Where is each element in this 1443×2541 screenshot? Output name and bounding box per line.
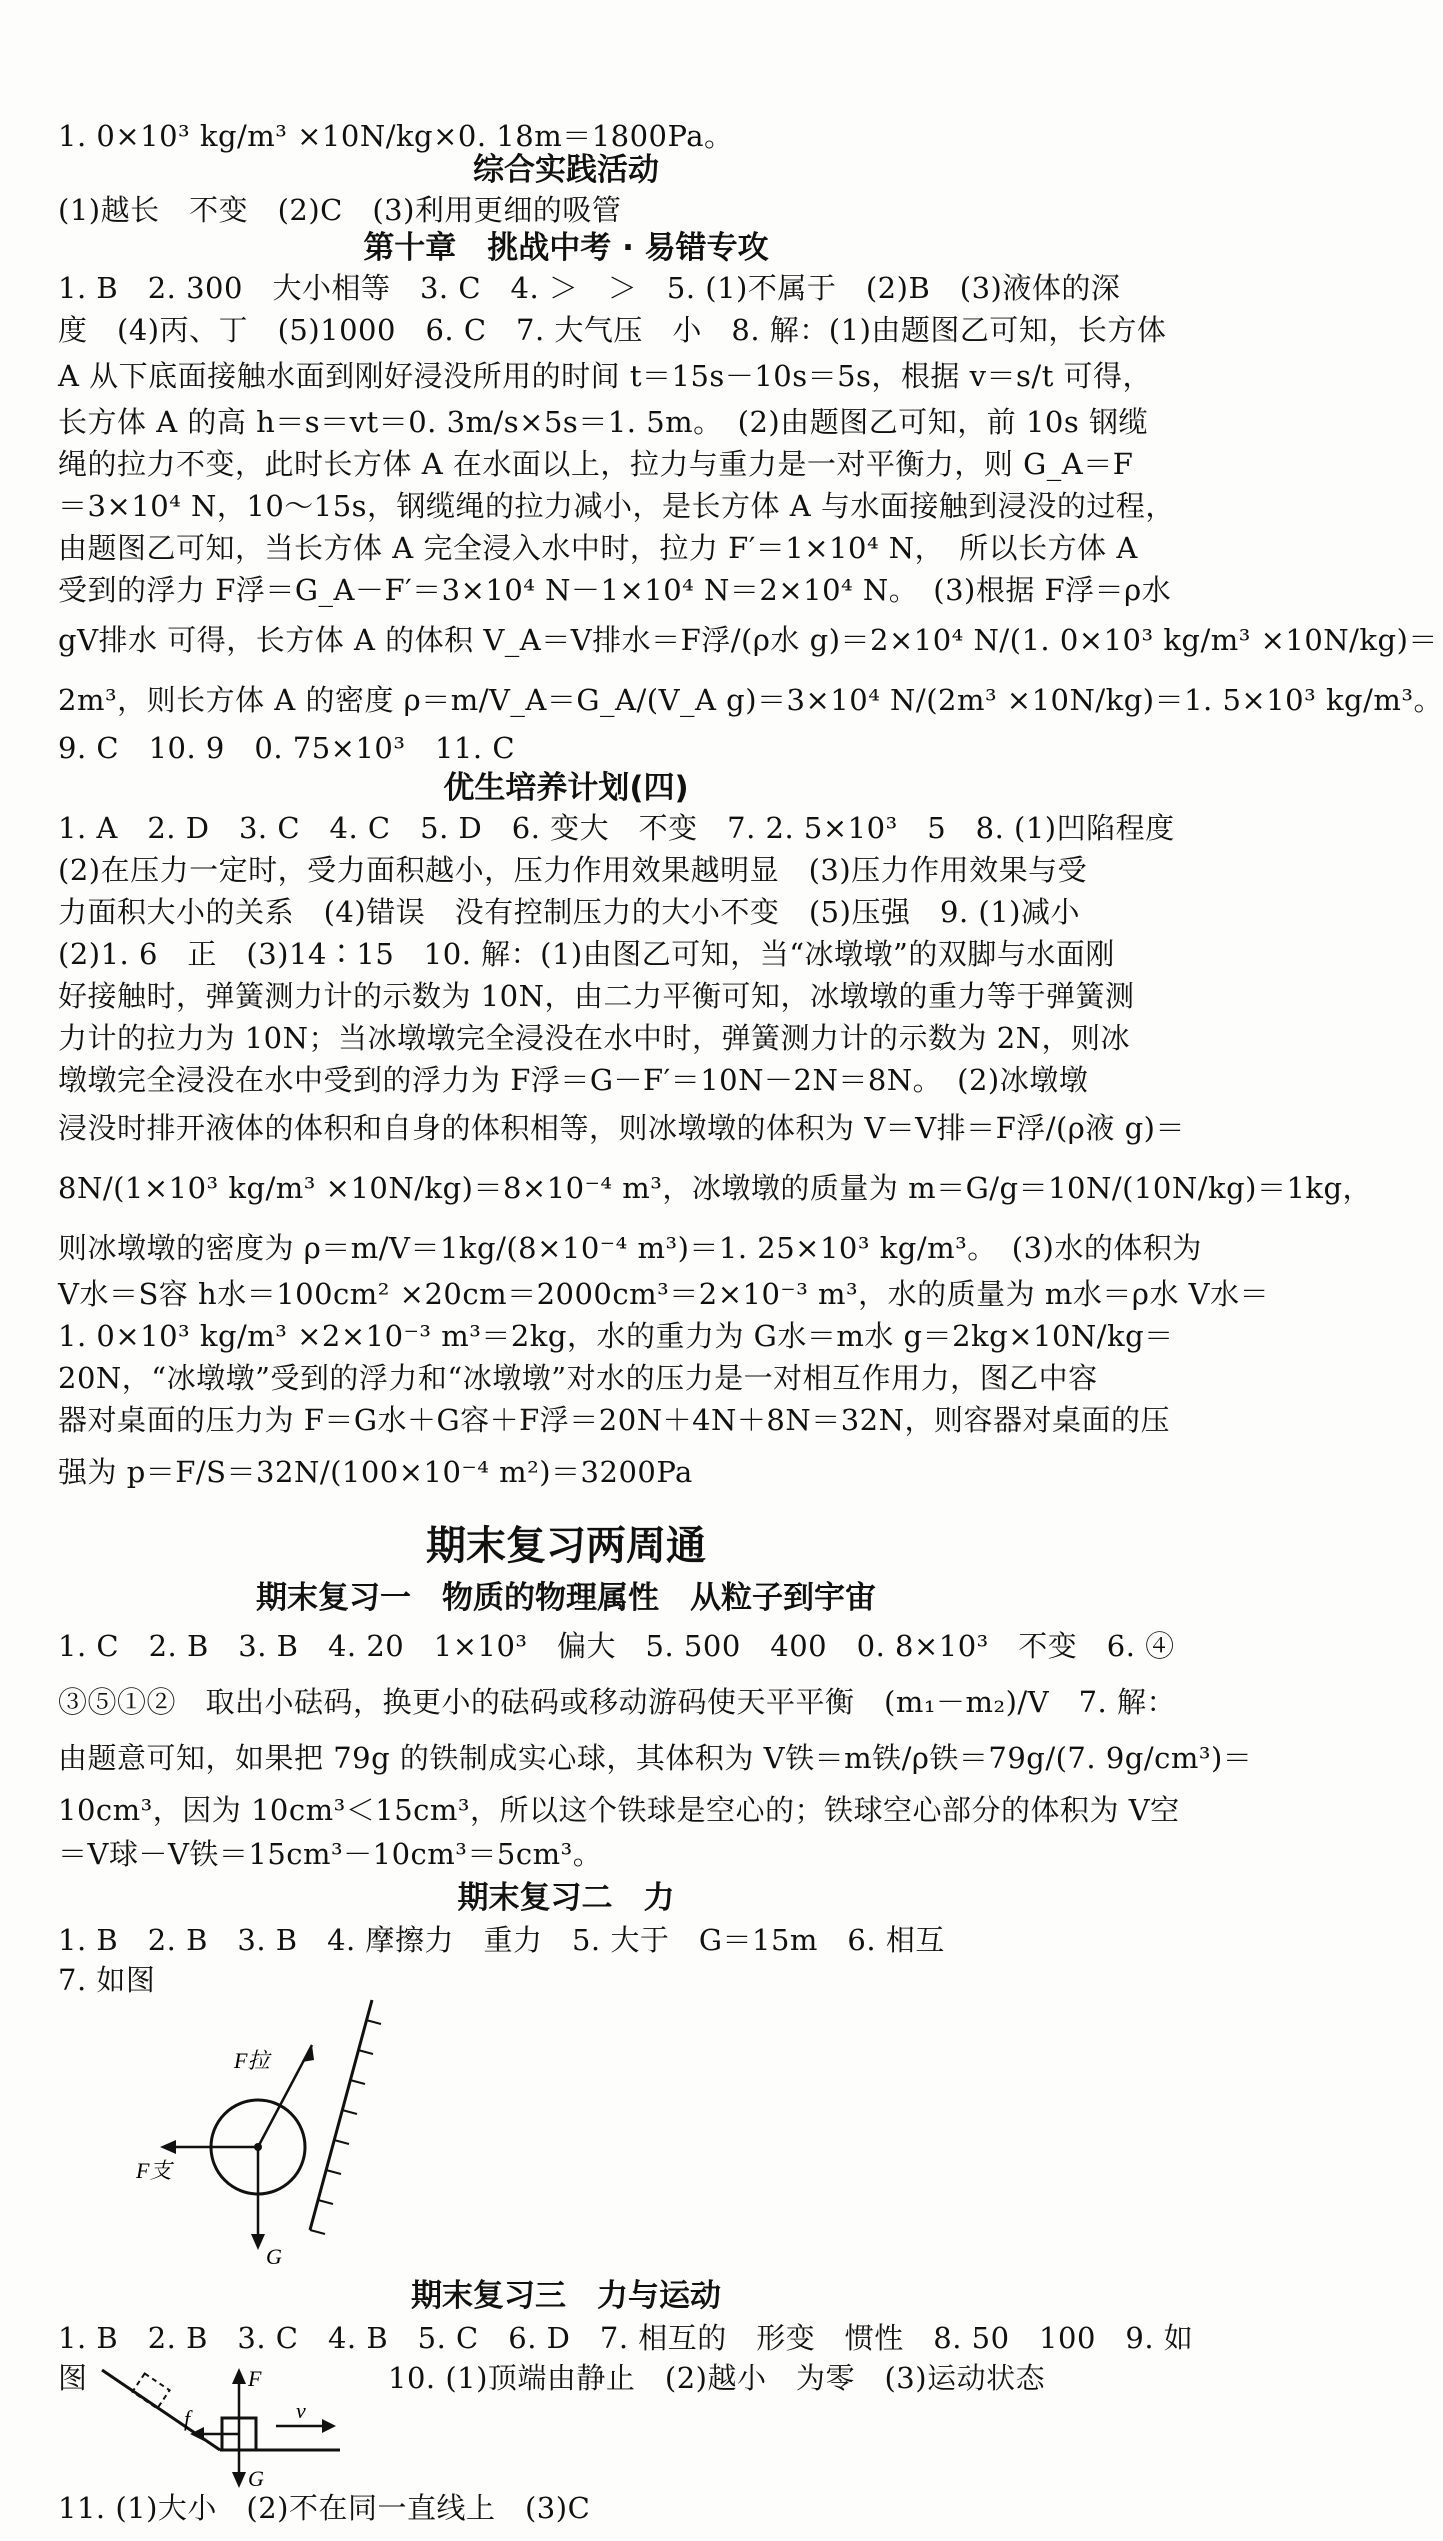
text-line: 1. B 2. B 3. C 4. B 5. C 6. D 7. 相互的 形变 惯性 8. 50 100 9. 如 <box>58 2321 1194 2355</box>
text-line: 由题图乙可知，当长方体 A 完全浸入水中时，拉力 F′＝1×10⁴ N， 所以长方体 A <box>58 531 1138 565</box>
text-line: 7. 如图 <box>58 1963 156 1997</box>
text-line: 1. 0×10³ kg/m³ ×2×10⁻³ m³＝2kg，水的重力为 G水＝m水 g＝2kg×10N/kg＝ <box>58 1319 1174 1353</box>
text-line: 1. B 2. 300 大小相等 3. C 4. ＞ ＞ 5. (1)不属于 (2)B (3)液体的深 <box>58 271 1121 305</box>
section-heading: 期末复习三 力与运动 <box>411 2278 721 2314</box>
text-line: 10. (1)顶端由静止 (2)越小 为零 (3)运动状态 <box>388 2361 1046 2395</box>
text-line: (1)越长 不变 (2)C (3)利用更细的吸管 <box>58 193 622 227</box>
text-line: 由题意可知，如果把 79g 的铁制成实心球，其体积为 V铁＝m铁/ρ铁＝79g/(7. 9g/cm³)＝ <box>58 1741 1253 1775</box>
text-line: 10cm³，因为 10cm³＜15cm³，所以这个铁球是空心的；铁球空心部分的体积为 V空 <box>58 1793 1180 1827</box>
text-line: 受到的浮力 F浮＝G_A－F′＝3×10⁴ N－1×10⁴ N＝2×10⁴ N。 (3)根据 F浮＝ρ水 <box>58 573 1172 607</box>
text-line: 好接触时，弹簧测力计的示数为 10N，由二力平衡可知，冰墩墩的重力等于弹簧测 <box>58 979 1135 1013</box>
text-line: 20N，“冰墩墩”受到的浮力和“冰墩墩”对水的压力是一对相互作用力，图乙中容 <box>58 1361 1098 1395</box>
text-line: gV排水 可得，长方体 A 的体积 V_A＝V排水＝F浮/(ρ水 g)＝2×10⁴ N/(1. 0×10³ kg/m³ ×10N/kg)＝ <box>58 623 1438 657</box>
text-line: 绳的拉力不变，此时长方体 A 在水面以上，拉力与重力是一对平衡力，则 G_A＝F <box>58 447 1134 481</box>
section-heading: 期末复习一 物质的物理属性 从粒子到宇宙 <box>256 1580 876 1616</box>
text-line: 则冰墩墩的密度为 ρ＝m/V＝1kg/(8×10⁻⁴ m³)＝1. 25×10³ kg/m³。 (3)水的体积为 <box>58 1231 1202 1265</box>
text-line: 1. A 2. D 3. C 4. C 5. D 6. 变大 不变 7. 2. 5×10³ 5 8. (1)凹陷程度 <box>58 811 1175 845</box>
text-line: ③⑤①② 取出小砝码，换更小的砝码或移动游码使天平平衡 (m₁－m₂)/V 7. 解： <box>58 1685 1176 1719</box>
section-heading: 综合实践活动 <box>473 152 659 188</box>
text-line: (2)在压力一定时，受力面积越小，压力作用效果越明显 (3)压力作用效果与受 <box>58 853 1088 887</box>
text-line: 器对桌面的压力为 F＝G水＋G容＋F浮＝20N＋4N＋8N＝32N，则容器对桌面的压 <box>58 1403 1170 1437</box>
text-line: ＝3×10⁴ N，10～15s，钢缆绳的拉力减小，是长方体 A 与水面接触到浸没的过程， <box>58 489 1175 523</box>
label-friction: f <box>184 2406 191 2431</box>
text-line: 强为 p＝F/S＝32N/(100×10⁻⁴ m²)＝3200Pa <box>58 1455 693 1489</box>
text-line: 1. C 2. B 3. B 4. 20 1×10³ 偏大 5. 500 400 0. 8×10³ 不变 6. ④ <box>58 1629 1175 1663</box>
text-line: 1. 0×10³ kg/m³ ×10N/kg×0. 18m＝1800Pa。 <box>58 119 734 153</box>
text-line: 长方体 A 的高 h＝s＝vt＝0. 3m/s×5s＝1. 5m。 (2)由题图乙可知，前 10s 钢缆 <box>58 405 1148 439</box>
text-line: 墩墩完全浸没在水中受到的浮力为 F浮＝G－F′＝10N－2N＝8N。 (2)冰墩墩 <box>58 1063 1089 1097</box>
label-gravity: G <box>266 2244 282 2269</box>
text-line: 图 <box>58 2361 88 2395</box>
section-heading: 期末复习二 力 <box>457 1880 675 1916</box>
chapter-heading: 期末复习两周通 <box>426 1523 706 1569</box>
label-f-support: F支 <box>136 2158 172 2183</box>
text-line: (2)1. 6 正 (3)14∶15 10. 解：(1)由图乙可知，当“冰墩墩”的双脚与水面刚 <box>58 937 1115 971</box>
section-heading: 第十章 挑战中考 · 易错专攻 <box>363 230 769 266</box>
text-line: 度 (4)丙、丁 (5)1000 6. C 7. 大气压 小 8. 解：(1)由题图乙可知，长方体 <box>58 313 1167 347</box>
text-line: 9. C 10. 9 0. 75×10³ 11. C <box>58 731 516 765</box>
text-line: 力面积大小的关系 (4)错误 没有控制压力的大小不变 (5)压强 9. (1)减小 <box>58 895 1080 929</box>
label-f-pull: F拉 <box>234 2048 270 2073</box>
label-velocity: v <box>296 2398 306 2423</box>
text-line: 11. (1)大小 (2)不在同一直线上 (3)C <box>58 2491 591 2525</box>
text-line: 2m³，则长方体 A 的密度 ρ＝m/V_A＝G_A/(V_A g)＝3×10⁴ N/(2m³ ×10N/kg)＝1. 5×10³ kg/m³。 <box>58 683 1443 717</box>
text-line: 浸没时排开液体的体积和自身的体积相等，则冰墩墩的体积为 V＝V排＝F浮/(ρ液 g)＝ <box>58 1111 1185 1145</box>
text-line: 1. B 2. B 3. B 4. 摩擦力 重力 5. 大于 G＝15m 6. 相互 <box>58 1923 945 1957</box>
text-line: A 从下底面接触水面到刚好浸没所用的时间 t＝15s－10s＝5s，根据 v＝s/t 可得， <box>58 359 1153 393</box>
label-gravity: G <box>248 2466 264 2491</box>
text-line: 力计的拉力为 10N；当冰墩墩完全浸没在水中时，弹簧测力计的示数为 2N，则冰 <box>58 1021 1131 1055</box>
text-line: ＝V球－V铁＝15cm³－10cm³＝5cm³。 <box>58 1837 603 1871</box>
label-f: F <box>248 2366 262 2391</box>
text-line: V水＝S容 h水＝100cm² ×20cm＝2000cm³＝2×10⁻³ m³，水的质量为 m水＝ρ水 V水＝ <box>58 1277 1270 1311</box>
text-line: 8N/(1×10³ kg/m³ ×10N/kg)＝8×10⁻⁴ m³，冰墩墩的质量为 m＝G/g＝10N/(10N/kg)＝1kg， <box>58 1171 1373 1205</box>
section-heading: 优生培养计划(四) <box>443 770 689 806</box>
